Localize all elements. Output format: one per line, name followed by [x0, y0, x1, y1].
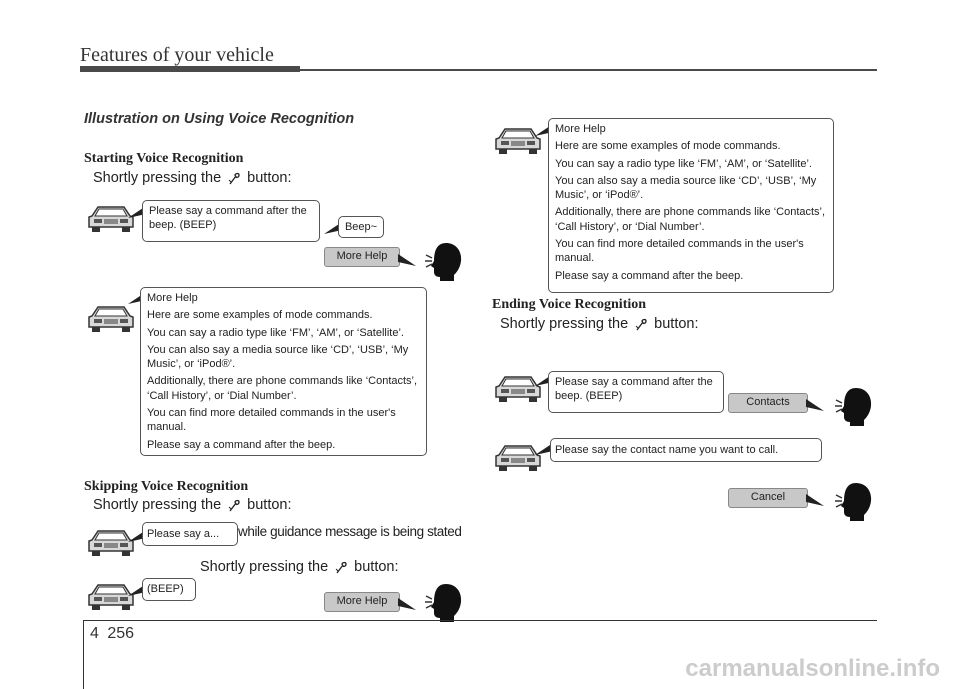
speech-bubble-prompt: Please say a command after the beep. (BEEP) [142, 200, 320, 242]
help-line: Please say a command after the beep. [555, 269, 744, 282]
help-line: You can find more detailed commands in the user's manual. [147, 407, 396, 434]
bubble-tail [806, 399, 824, 411]
bubble-tail [398, 254, 416, 266]
instruction-text-end: button: [354, 559, 399, 575]
help-line: More Help [147, 292, 198, 304]
header-bar [80, 66, 300, 72]
help-line: You can say a radio type like ‘FM’, ‘AM’, or ‘Satellite’. [147, 326, 404, 339]
ending-section-title: Ending Voice Recognition [492, 297, 647, 312]
page-header-title: Features of your vehicle [80, 44, 274, 66]
bubble-tail [806, 494, 824, 506]
page-number [90, 625, 134, 643]
contacts-speech: Contacts [728, 393, 808, 413]
car-icon [86, 302, 136, 334]
starting-section-title: Starting Voice Recognition [84, 151, 244, 166]
help-line: More Help [555, 123, 606, 135]
help-bubble-right [548, 118, 834, 293]
ending-instruction [500, 316, 699, 332]
skipping-instruction [93, 497, 292, 513]
instruction-text: Shortly pressing the [500, 316, 629, 332]
help-line: Please say a command after the beep. [147, 438, 336, 451]
chapter-number: 4 [90, 625, 99, 642]
footer-rule [83, 620, 877, 621]
help-line: Here are some examples of mode commands. [147, 309, 373, 322]
talk-button-icon [227, 498, 241, 512]
illustration-title: Illustration on Using Voice Recognition [84, 111, 355, 127]
instruction-text-end: button: [247, 170, 292, 186]
page-number-value: 256 [107, 625, 135, 642]
speaking-person-icon [834, 481, 874, 523]
skipping-second-instruction [200, 559, 399, 575]
cancel-speech: Cancel [728, 488, 808, 508]
speaking-person-icon [424, 582, 464, 624]
instruction-text: Shortly pressing the [93, 170, 222, 186]
speech-bubble-prompt: Please say a command after the beep. (BEEP) [548, 371, 724, 413]
help-line: Additionally, there are phone commands like ‘Contacts’, ‘Call History’, or ‘Dial Number’. [147, 375, 418, 402]
instruction-text: Shortly pressing the [200, 559, 329, 575]
guidance-note: while guidance message is being stated [238, 524, 462, 539]
help-line: You can find more detailed commands in the user's manual. [555, 238, 804, 265]
header-rule [300, 69, 877, 71]
talk-button-icon [227, 171, 241, 185]
watermark: carmanualsonline.info [685, 655, 940, 682]
skipping-section-title: Skipping Voice Recognition [84, 479, 249, 494]
beep-bubble: (BEEP) [142, 578, 196, 601]
bubble-tail [398, 598, 416, 610]
help-line: Additionally, there are phone commands like ‘Contacts’, ‘Call History’, or ‘Dial Number’. [555, 206, 826, 233]
talk-button-icon [634, 317, 648, 331]
help-line: Here are some examples of mode commands. [555, 140, 781, 153]
starting-instruction [93, 170, 292, 186]
speech-bubble-short: Please say a... [142, 522, 238, 546]
speaking-person-icon [834, 386, 874, 428]
more-help-speech: More Help [324, 592, 400, 612]
talk-button-icon [334, 560, 348, 574]
help-line: You can also say a media source like ‘CD’, ‘USB’, ‘My Music’, or ‘iPod®’. [147, 343, 409, 371]
contact-name-bubble: Please say the contact name you want to call. [550, 438, 822, 462]
more-help-speech: More Help [324, 247, 400, 267]
footer-vertical-rule [83, 620, 84, 689]
instruction-text-end: button: [247, 497, 292, 513]
speaking-person-icon [424, 241, 464, 283]
help-bubble-left [140, 287, 427, 456]
instruction-text-end: button: [654, 316, 699, 332]
help-line: You can also say a media source like ‘CD’, ‘USB’, ‘My Music’, or ‘iPod®’. [555, 174, 817, 202]
help-line: You can say a radio type like ‘FM’, ‘AM’, or ‘Satellite’. [555, 157, 812, 170]
instruction-text: Shortly pressing the [93, 497, 222, 513]
beep-bubble: Beep~ [338, 216, 384, 238]
